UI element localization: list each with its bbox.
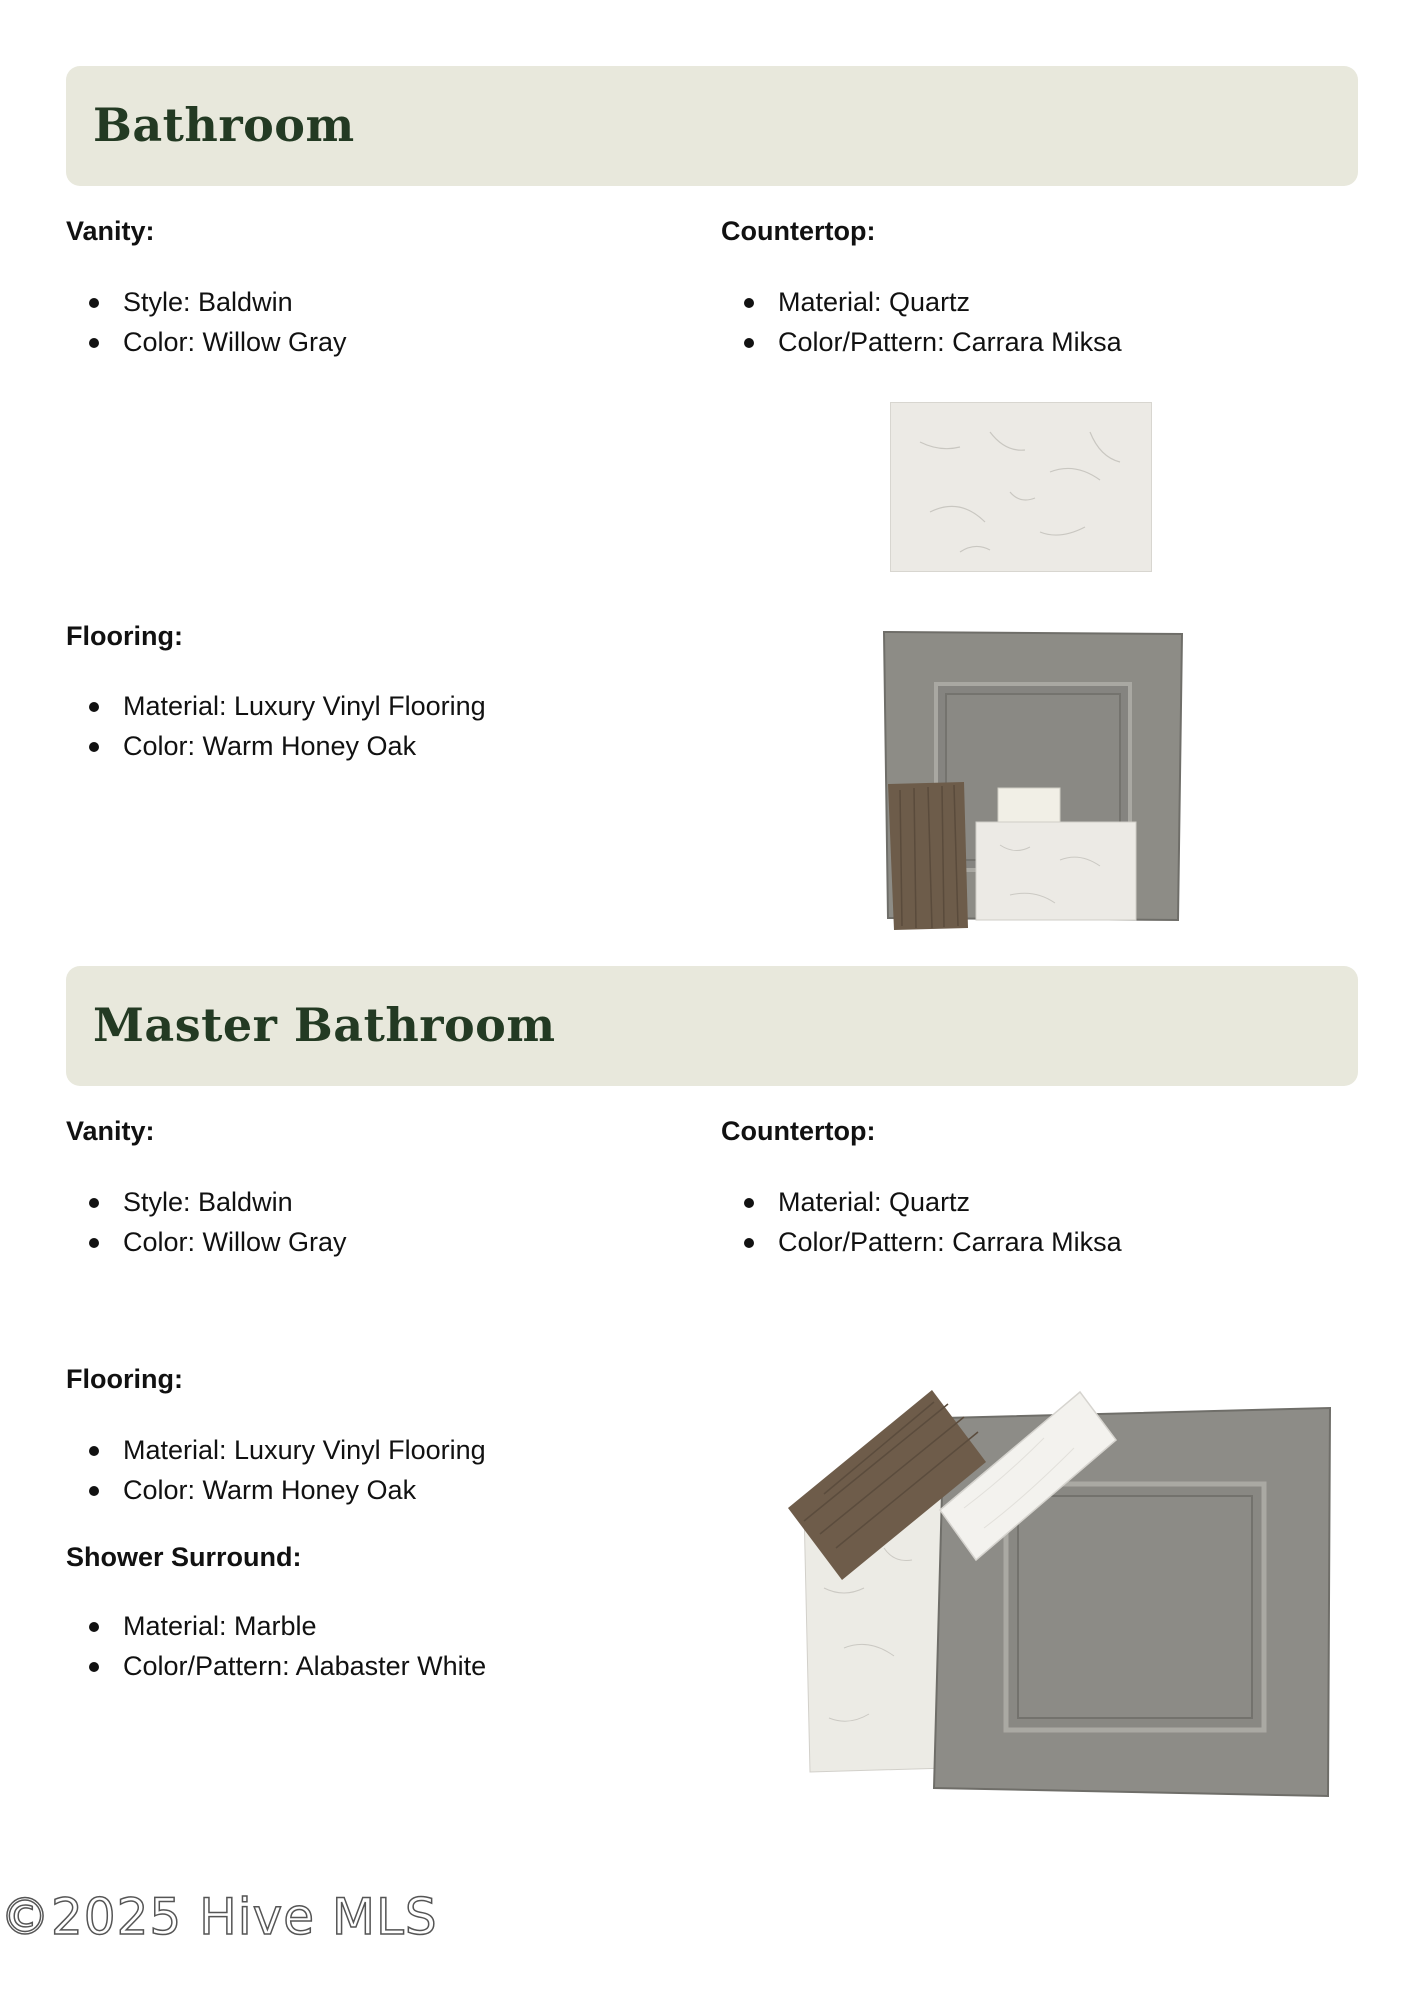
flooring-label: Flooring: bbox=[66, 1364, 183, 1394]
section-banner-bathroom bbox=[66, 66, 1358, 186]
vanity-specs bbox=[66, 282, 347, 362]
flooring-label: Flooring: bbox=[66, 621, 183, 651]
list-item: Material: Luxury Vinyl Flooring bbox=[66, 686, 486, 726]
material-board-image bbox=[784, 1388, 1336, 1806]
list-item: Color/Pattern: Alabaster White bbox=[66, 1646, 486, 1686]
section-banner-master-bathroom bbox=[66, 966, 1358, 1086]
copyright-watermark: ©2025 Hive MLS bbox=[0, 1888, 438, 1946]
vanity-label: Vanity: bbox=[66, 216, 155, 246]
list-item: Material: Quartz bbox=[721, 1182, 1122, 1222]
vanity-specs bbox=[66, 1182, 347, 1262]
list-item: Style: Baldwin bbox=[66, 1182, 347, 1222]
countertop-label: Countertop: bbox=[721, 216, 876, 246]
list-item: Material: Marble bbox=[66, 1606, 486, 1646]
list-item: Color: Warm Honey Oak bbox=[66, 726, 486, 766]
list-item: Color: Warm Honey Oak bbox=[66, 1470, 486, 1510]
section-title: Master Bathroom bbox=[93, 997, 556, 1052]
list-item: Color: Willow Gray bbox=[66, 1222, 347, 1262]
countertop-specs bbox=[721, 1182, 1122, 1262]
list-item: Color: Willow Gray bbox=[66, 322, 347, 362]
list-item: Color/Pattern: Carrara Miksa bbox=[721, 322, 1122, 362]
material-board-image bbox=[880, 630, 1186, 930]
shower-surround-specs bbox=[66, 1606, 486, 1686]
countertop-specs bbox=[721, 282, 1122, 362]
flooring-specs bbox=[66, 686, 486, 766]
flooring-specs bbox=[66, 1430, 486, 1510]
list-item: Material: Quartz bbox=[721, 282, 1122, 322]
countertop-label: Countertop: bbox=[721, 1116, 876, 1146]
quartz-swatch-image bbox=[890, 402, 1152, 572]
vanity-label: Vanity: bbox=[66, 1116, 155, 1146]
shower-surround-label: Shower Surround: bbox=[66, 1542, 302, 1572]
list-item: Material: Luxury Vinyl Flooring bbox=[66, 1430, 486, 1470]
list-item: Style: Baldwin bbox=[66, 282, 347, 322]
section-title: Bathroom bbox=[93, 97, 355, 152]
list-item: Color/Pattern: Carrara Miksa bbox=[721, 1222, 1122, 1262]
